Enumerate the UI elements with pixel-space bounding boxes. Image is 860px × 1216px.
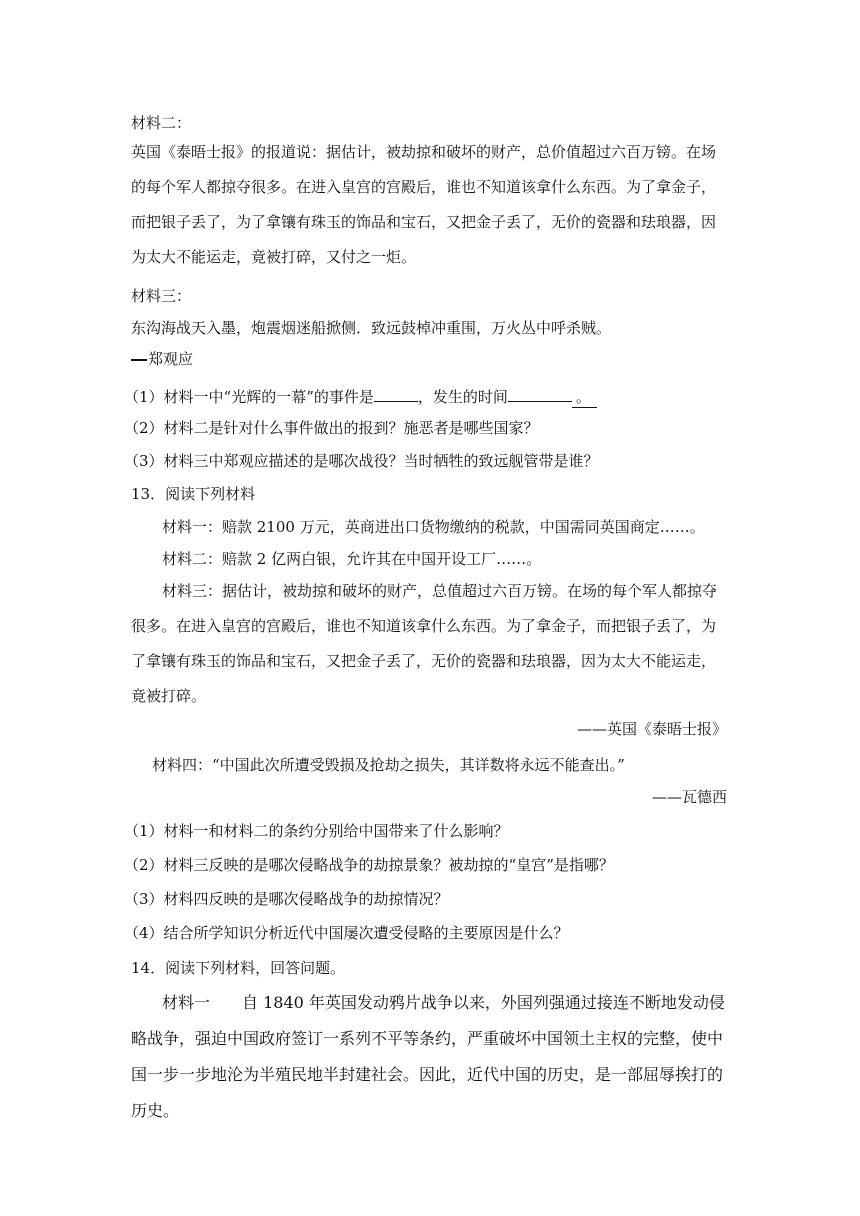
q13-sub1: （1）材料一和材料二的条约分别给中国带来了什么影响？ xyxy=(124,822,509,840)
q14-title: 14．阅读下列材料，回答问题。 xyxy=(131,959,346,977)
q13-material-3-source: ——英国《泰晤士报》 xyxy=(576,720,727,738)
material-2-heading: 材料二： xyxy=(131,114,192,132)
q13-material-3: 材料三：据估计，被劫掠和破坏的财产，总值超过六百万镑。在场的每个军人都掠夺很多。在进入皇宫的宫殿后，谁也不知道该拿什么东西。为了拿金子，而把银子丢了，为了拿镶有珠玉的饰品和宝石，又把金子丢了，无价的瓷器和珐琅器，因为太大不能运走，竟被打碎。 xyxy=(131,582,718,705)
q13-title: 13．阅读下列材料 xyxy=(131,485,256,503)
q12-blank-time[interactable] xyxy=(508,385,572,402)
q12-blank-event[interactable] xyxy=(374,385,418,402)
q13-sub4: （4）结合所学知识分析近代中国屡次遭受侵略的主要原因是什么？ xyxy=(124,924,569,942)
material-3-heading: 材料三： xyxy=(131,287,192,305)
material-3-author: 郑观应 xyxy=(148,350,194,368)
material-3-poem: 东沟海战天入墨，炮震烟迷船掀侧．致远鼓棹冲重围，万火丛中呼杀贼。 xyxy=(131,319,612,337)
dash-mark xyxy=(131,359,147,361)
q13-material-4: 材料四：“中国此次所遭受毁损及抢劫之损失，其详数将永远不能查出。” xyxy=(152,756,625,774)
q12-sub1-end: 。 xyxy=(572,387,597,408)
q13-material-1: 材料一：赔款 2100 万元，英商进出口货物缴纳的税款，中国需同英国商定……。 xyxy=(162,518,705,536)
material-2-text: 英国《泰晤士报》的报道说：据估计，被劫掠和破坏的财产，总价值超过六百万镑。在场的每个军人都掠夺很多。在进入皇宫的宫殿后，谁也不知道该拿什么东西。为了拿金子，而把银子丢了，为了拿镶有珠玉的饰品和宝石，又把金子丢了，无价的瓷器和珐琅器，因为太大不能运走，竟被打碎，又付之一炬。 xyxy=(131,143,717,266)
q13-sub3: （3）材料四反映的是哪次侵略战争的劫掠情况？ xyxy=(124,890,449,908)
q12-sub2: （2）材料二是针对什么事件做出的报到？施恶者是哪些国家？ xyxy=(124,419,539,437)
q12-sub1-part-b: ，发生的时间 xyxy=(417,388,508,406)
material-3-author-line xyxy=(131,349,193,369)
q12-sub1 xyxy=(124,385,597,408)
q13-material-2: 材料二：赔款 2 亿两白银，允许其在中国开设工厂……。 xyxy=(162,550,542,568)
q13-sub2: （2）材料三反映的是哪次侵略战争的劫掠景象？被劫掠的“皇宫”是指哪？ xyxy=(124,856,614,874)
q12-sub1-part-a: （1）材料一中“光辉的一幕”的事件是 xyxy=(124,388,374,406)
q13-material-4-source: ——瓦德西 xyxy=(651,788,727,806)
q12-sub3: （3）材料三中郑观应描述的是哪次战役？当时牺牲的致远舰管带是谁？ xyxy=(124,452,599,470)
q14-material-1: 材料一 自 1840 年英国发动鸦片战争以来，外国列强通过接连不断地发动侵略战争，强迫中国政府签订一系列不平等条约，严重破坏中国领土主权的完整，使中国一步一步地沦为半殖民地半封建社会。因此，近代中国的历史，是一部屈辱挨打的历史。 xyxy=(131,993,725,1120)
